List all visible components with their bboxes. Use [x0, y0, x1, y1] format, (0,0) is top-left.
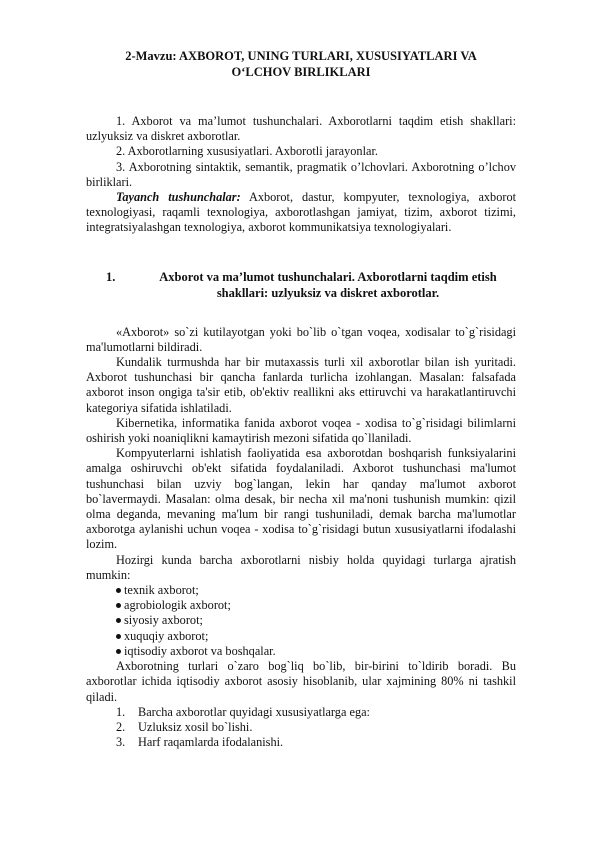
plan-item-2: 2. Axborotlarning xususiyatlari. Axborotli jarayonlar. — [116, 144, 378, 159]
body-paragraph: Hozirgi kunda barcha axborotlarni nisbiy holda quyidagi turlarga ajratish mumkin: — [86, 552, 516, 582]
plan-item-1: 1. Axborot va ma’lumot tushunchalari. Axborotlarni taqdim etish shakllari: uzlyuksiz va diskret axborotlar. — [86, 114, 516, 144]
body-paragraph: Axborotning turlari o`zaro bog`liq bo`lib, bir-birini to`ldirib boradi. Bu axborotlar ichida iqtisodiy axborot asosiy hisoblanib, ular xajmining 80% ni tashkil qiladi. — [86, 659, 516, 704]
section-title-line-2: shakllari: uzlyuksiz va diskret axborotlar. — [216, 285, 440, 300]
keywords-text: Axborot, dastur, kompyuter, texnologiya, axborot texnologiyasi, raqamli texnologiya, axborotlashgan jamiyat, tizim, axborot tizimi, integratsiyalashgan texnologiya, axborot kommunikatsiya texnologiyalari. — [86, 190, 517, 235]
list-item: 2. Uzluksiz xosil bo`lishi. — [116, 719, 253, 734]
list-item: agrobiologik axborot; — [86, 598, 516, 613]
section-title-line-1: Axborot va ma’lumot tushunchalari. Axborotlarni taqdim etish — [159, 269, 497, 284]
body-paragraph: «Axborot» so`zi kutilayotgan yoki bo`lib o`tgan voqea, xodisalar to`g`risidagi ma'lumotlarni bildiradi. — [86, 324, 516, 354]
plan-item-3: 3. Axborotning sintaktik, semantik, pragmatik o’lchovlari. Axborotning o’lchov birliklari. — [86, 159, 516, 189]
body-paragraph: Kompyuterlarni ishlatish faoliyatida esa axborotdan boshqarish funksiyalarini amalga oshiruvchi ob'ekt sifatida foydalaniladi. Axborot tushunchasi ma'lumot tushunchasi bilan uzviy bog`langan, lekin har qanday ma'lumot axborot bo`lavermaydi. Masalan: olma desak, bir necha xil ma'noni tushunish mumkin: qizil olma deganda, mevaning ma'lum bir rangi tushuniladi, demak barcha ma'lumotlar axborotga aylanishi uchun voqea - xodisa to`g`risidagi butun xususiyatlarni ifodalashi lozim. — [86, 446, 516, 552]
keywords-label: Tayanch tushunchalar: — [116, 190, 241, 205]
section-heading — [86, 269, 516, 301]
document-page — [86, 48, 516, 750]
properties-list — [86, 705, 516, 751]
list-item: xuquqiy axborot; — [86, 629, 516, 644]
bullet-icon — [116, 634, 121, 639]
list-item: 1. Barcha axborotlar quyidagi xususiyatlarga ega: — [116, 704, 370, 719]
body-paragraph: Kibernetika, informatika fanida axborot voqea - xodisa to`g`risidagi bilimlarni oshirish yoki noaniqlikni kamaytirish mezoni sifatida qo`llaniladi. — [86, 415, 516, 446]
body-paragraph: Kundalik turmushda har bir mutaxassis turli xil axborotlar bilan ish yuritadi. Axborot tushunchasi bir qancha fanlarda turlicha izohlangan. Masalan: falsafada axborot inson ongiga ta'sir etib, ob'ektiv reallikni aks ettiruvchi va harakatlantiruvchi kategoriya sifatida ishlatiladi. — [86, 355, 516, 415]
title-line-2: O‘LCHOV BIRLIKLARI — [231, 65, 371, 79]
list-item: 3. Harf raqamlarda ifodalanishi. — [116, 735, 284, 750]
keywords-paragraph — [86, 190, 516, 236]
list-item: texnik axborot; — [86, 583, 516, 598]
section-number: 1. — [106, 269, 116, 284]
bullet-icon — [116, 649, 121, 654]
list-item: iqtisodiy axborot va boshqalar. — [86, 644, 516, 659]
title-line-1: 2-Mavzu: AXBOROT, UNING TURLARI, XUSUSIYATLARI VA — [125, 49, 477, 63]
list-item: siyosiy axborot; — [86, 613, 516, 628]
info-types-list — [86, 583, 516, 659]
page-title — [86, 48, 516, 80]
